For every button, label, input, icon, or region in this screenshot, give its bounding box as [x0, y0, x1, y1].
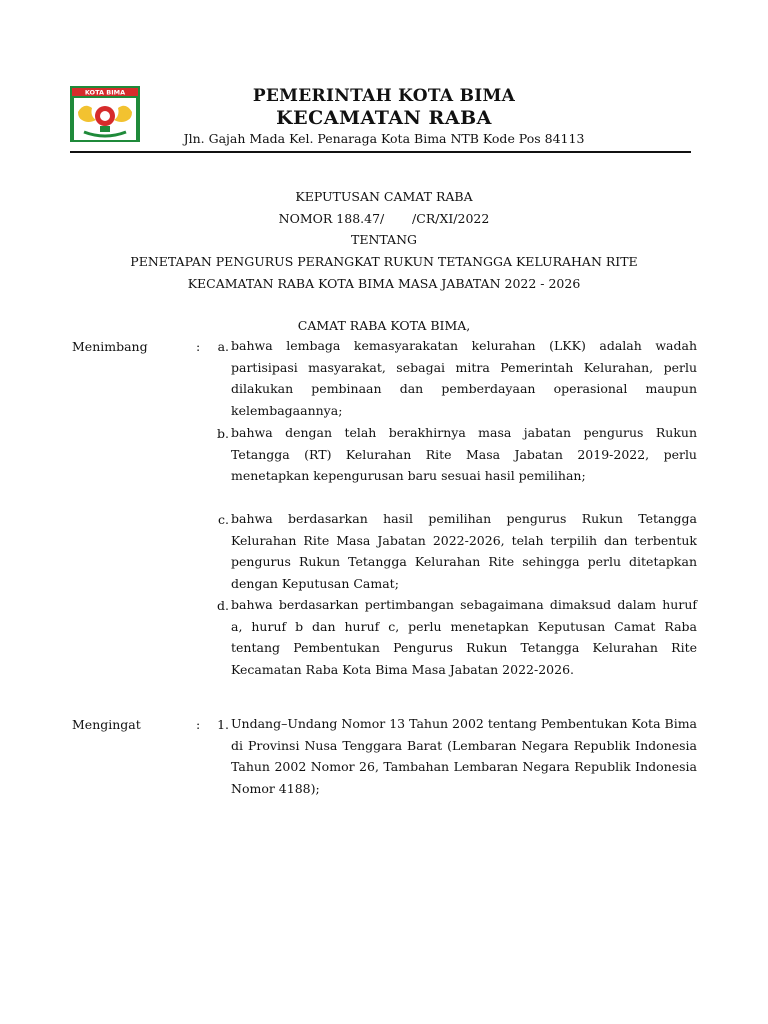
- decree-subject-line1: PENETAPAN PENGURUS PERANGKAT RUKUN TETANGGA KELURAHAN RITE: [130, 254, 638, 269]
- office-address: Jln. Gajah Mada Kel. Penaraga Kota Bima NTB Kode Pos 84113: [183, 131, 585, 146]
- mengingat-label: Mengingat: [72, 717, 141, 732]
- decree-number: NOMOR 188.47/ /CR/XI/2022: [278, 211, 490, 226]
- decree-subject-line2: KECAMATAN RABA KOTA BIMA MASA JABATAN 2022 - 2026: [187, 276, 581, 291]
- mengingat-colon: :: [196, 717, 201, 732]
- menimbang-item-d: bahwa berdasarkan pertimbangan sebagaimana dimaksud dalam huruf a, huruf b dan huruf c, perlu menetapkan Keputusan Camat Raba tentang Pembentukan Pengurus Rukun Tetangga Kelurahan Rite Kecamatan Raba Kota Bima Masa Jabatan 2022-2026.: [231, 597, 697, 677]
- mengingat-marker-1: 1.: [217, 717, 229, 732]
- menimbang-item-b: bahwa dengan telah berakhirnya masa jabatan pengurus Rukun Tetangga (RT) Kelurahan Rite Masa Jabatan 2019-2022, perlu menetapkan kepengurusan baru sesuai hasil pemilihan;: [231, 425, 697, 484]
- mengingat-item-1: Undang–Undang Nomor 13 Tahun 2002 tentang Pembentukan Kota Bima di Provinsi Nusa Tenggara Barat (Lembaran Negara Republik Indonesia Tahun 2002 Nomor 26, Tambahan Lembaran Negara Republik Indonesia Nomor 4188);: [231, 716, 697, 796]
- menimbang-item-c: bahwa berdasarkan hasil pemilihan pengurus Rukun Tetangga Kelurahan Rite Masa Jabatan 2022-2026, telah terpilih dan terbentuk pengurus Rukun Tetangga Kelurahan Rite sehingga perlu ditetapkan dengan Keputusan Camat;: [231, 511, 697, 591]
- decree-issuer: CAMAT RABA KOTA BIMA,: [297, 318, 471, 333]
- menimbang-marker-a: a.: [217, 339, 229, 354]
- letterhead-divider: [70, 151, 691, 153]
- menimbang-marker-b: b.: [217, 426, 229, 441]
- government-title: PEMERINTAH KOTA BIMA: [252, 86, 516, 106]
- district-title: KECAMATAN RABA: [276, 107, 492, 129]
- menimbang-label: Menimbang: [72, 339, 148, 354]
- decree-heading: KEPUTUSAN CAMAT RABA: [295, 189, 473, 204]
- menimbang-item-a: bahwa lembaga kemasyarakatan kelurahan (LKK) adalah wadah partisipasi masyarakat, sebagai mitra Pemerintah Kelurahan, perlu dilakukan pembinaan dan pemberdayaan operasional maupun kelembagaannya;: [231, 338, 697, 418]
- menimbang-marker-c: c.: [218, 512, 229, 527]
- menimbang-marker-d: d.: [217, 598, 229, 613]
- svg-text:KOTA BIMA: KOTA BIMA: [84, 88, 126, 97]
- menimbang-colon: :: [196, 339, 201, 354]
- kota-bima-logo-icon: [70, 86, 140, 142]
- decree-about: TENTANG: [350, 232, 417, 247]
